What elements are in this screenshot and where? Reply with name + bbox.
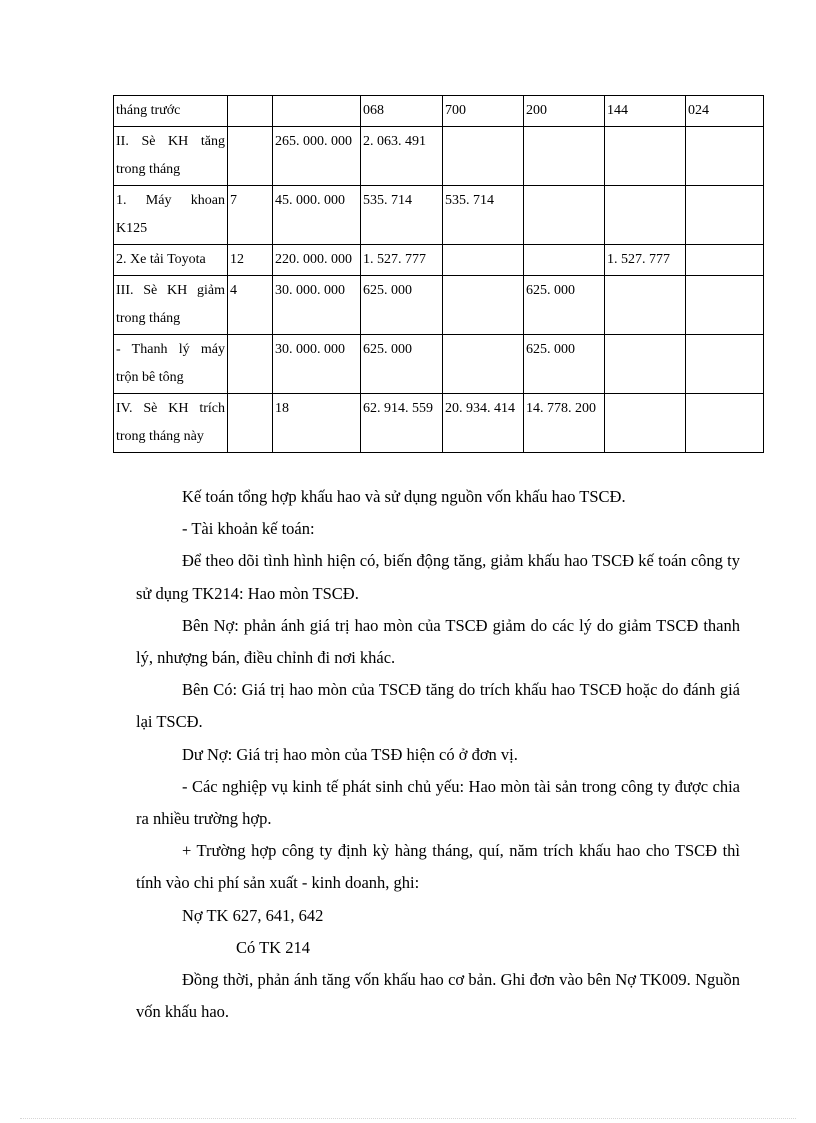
table-cell: III. Sè KH giảm trong tháng [114, 276, 228, 335]
table-cell: 20. 934. 414 [443, 394, 524, 453]
table-row [114, 245, 764, 276]
paragraph: + Trường hợp công ty định kỳ hàng tháng, quí, năm trích khấu hao cho TSCĐ thì tính vào chi phí sản xuất - kinh doanh, ghi: [136, 841, 740, 893]
table-cell: 068 [361, 96, 443, 127]
table-cell [686, 394, 764, 453]
table-cell: 14. 778. 200 [524, 394, 605, 453]
paragraph: - Tài khoản kế toán: [182, 519, 315, 539]
table-cell: 12 [228, 245, 273, 276]
table-row [114, 335, 764, 394]
table-cell: IV. Sè KH trích trong tháng này [114, 394, 228, 453]
table-cell: 30. 000. 000 [273, 335, 361, 394]
table-cell [524, 186, 605, 245]
table-cell [686, 276, 764, 335]
paragraph: Nợ TK 627, 641, 642 [182, 905, 324, 925]
table-cell: 30. 000. 000 [273, 276, 361, 335]
table-cell: 18 [273, 394, 361, 453]
paragraph: Đồng thời, phản ánh tăng vốn khấu hao cơ bản. Ghi đơn vào bên Nợ TK009. Nguồn vốn khấu hao. [136, 970, 740, 1022]
table-row [114, 276, 764, 335]
table-cell: 625. 000 [524, 335, 605, 394]
table-cell [605, 186, 686, 245]
table-cell [686, 335, 764, 394]
table-cell: 265. 000. 000 [273, 127, 361, 186]
paragraph: Bên Có: Giá trị hao mòn của TSCĐ tăng do trích khấu hao TSCĐ hoặc do đánh giá lại TSCĐ. [136, 680, 740, 732]
table-cell: 535. 714 [361, 186, 443, 245]
table-cell: 024 [686, 96, 764, 127]
table-cell: 625. 000 [361, 335, 443, 394]
table-cell [443, 127, 524, 186]
table-cell: 4 [228, 276, 273, 335]
paragraph: - Các nghiệp vụ kinh tế phát sinh chủ yếu: Hao mòn tài sản trong công ty được chia ra nhiều trường hợp. [136, 776, 740, 829]
paragraph: Dư Nợ: Giá trị hao mòn của TSĐ hiện có ở đơn vị. [182, 744, 518, 764]
table-cell [443, 335, 524, 394]
table-cell: 2. 063. 491 [361, 127, 443, 186]
table-cell: II. Sè KH tăng trong tháng [114, 127, 228, 186]
table-cell: 700 [443, 96, 524, 127]
table-row [114, 96, 764, 127]
paragraph: Để theo dõi tình hình hiện có, biến động tăng, giảm khấu hao TSCĐ kế toán công ty sử dụng TK214: Hao mòn TSCĐ. [136, 551, 740, 603]
table-cell: tháng trước [114, 96, 228, 127]
table-cell [605, 127, 686, 186]
paragraph: Có TK 214 [236, 937, 310, 957]
table-cell [605, 335, 686, 394]
paragraph: Bên Nợ: phản ánh giá trị hao mòn của TSCĐ giảm do các lý do giảm TSCĐ thanh lý, nhượng bán, điều chỉnh đi nơi khác. [136, 615, 740, 668]
table-cell [686, 245, 764, 276]
table-cell [273, 96, 361, 127]
table-row [114, 394, 764, 453]
table-cell [228, 335, 273, 394]
body-text [136, 481, 740, 1028]
table-cell: 62. 914. 559 [361, 394, 443, 453]
table-cell [686, 186, 764, 245]
table-cell: 144 [605, 96, 686, 127]
table-cell: 625. 000 [524, 276, 605, 335]
table-cell [443, 245, 524, 276]
table-cell [524, 127, 605, 186]
table-cell [228, 394, 273, 453]
table-cell: 45. 000. 000 [273, 186, 361, 245]
table-cell: - Thanh lý máy trộn bê tông [114, 335, 228, 394]
table-cell: 7 [228, 186, 273, 245]
table-cell [686, 127, 764, 186]
table-cell: 200 [524, 96, 605, 127]
table-cell: 625. 000 [361, 276, 443, 335]
table-cell: 1. 527. 777 [361, 245, 443, 276]
table-cell: 2. Xe tải Toyota [114, 245, 228, 276]
table-row [114, 127, 764, 186]
table-cell [605, 276, 686, 335]
table-cell: 1. 527. 777 [605, 245, 686, 276]
paragraph: Kế toán tổng hợp khấu hao và sử dụng nguồn vốn khấu hao TSCĐ. [182, 487, 626, 506]
page-bottom-divider [20, 1118, 796, 1119]
table-cell [228, 96, 273, 127]
table-cell: 535. 714 [443, 186, 524, 245]
table-cell: 220. 000. 000 [273, 245, 361, 276]
table-cell [605, 394, 686, 453]
table-cell: 1. Máy khoan K125 [114, 186, 228, 245]
table-cell [524, 245, 605, 276]
table-cell [443, 276, 524, 335]
depreciation-table [113, 95, 764, 453]
table-cell [228, 127, 273, 186]
table-row [114, 186, 764, 245]
